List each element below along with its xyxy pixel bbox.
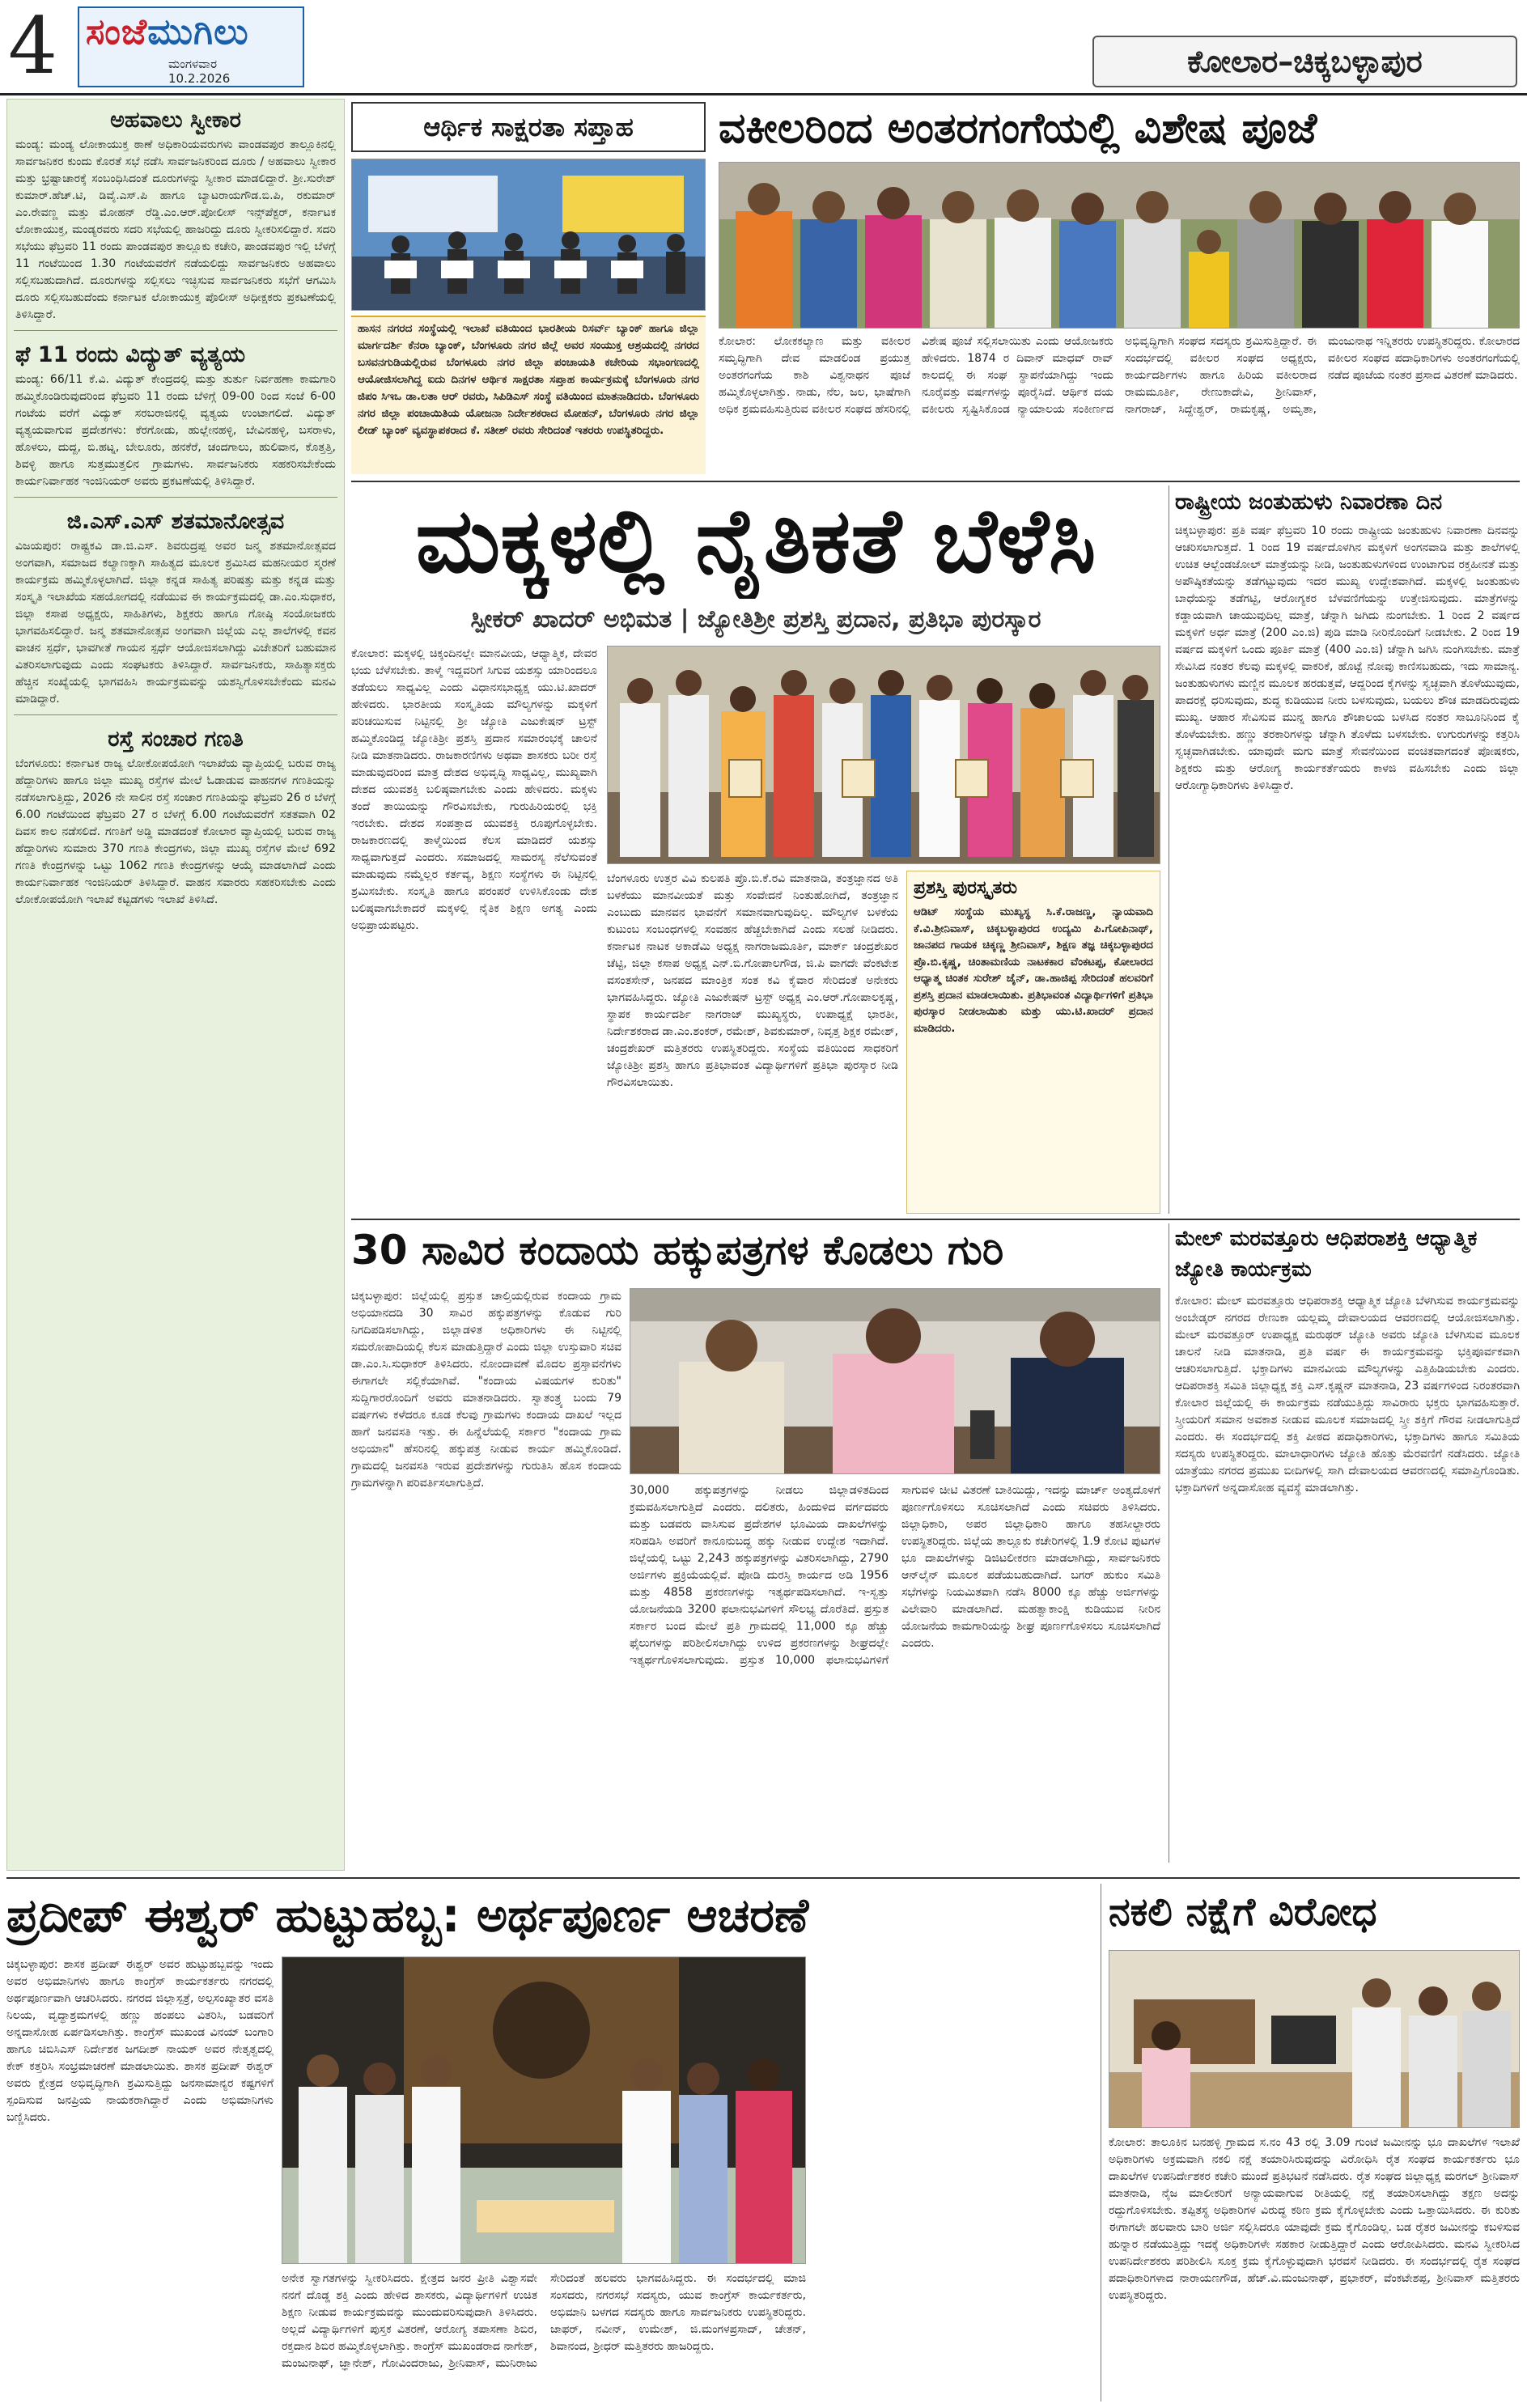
deworm-headline: ರಾಷ್ಟ್ರೀಯ ಜಂತುಹುಳು ನಿವಾರಣಾ ದಿನ <box>1175 490 1443 515</box>
divider <box>14 330 337 331</box>
brief-body: ಮಂಡ್ಯ: 66/11 ಕೆ.ವಿ. ವಿದ್ಯುತ್ ಕೇಂದ್ರದಲ್ಲಿ ಮತ್ತು ತುರ್ತು ನಿರ್ವಹಣಾ ಕಾಮಗಾರಿ ಹಮ್ಮಿಕೊಂಡಿರುವುದರಿಂದ ಫೆಬ್ರವರಿ 11 ರಂದು ಬೆಳಿಗ್ಗೆ 09-00 ರಿಂದ ಸಂಜೆ 6-00 ಗಂಟೆಯ ವರೆಗೆ ವಿದ್ಯುತ್ ಸರಬರಾಜಿನಲ್ಲಿ ವ್ಯತ್ಯಯ ಉಂಟಾಗಲಿದೆ. ವಿದ್ಯುತ್ ವ್ಯತ್ಯಯವಾಗುವ ಪ್ರದೇಶಗಳು: ಕೆರಗೋಡು, ಹುಲ್ಲೇನಹಳ್ಳಿ, ಬೇವಿನಹಳ್ಳಿ, ಬಸರಾಳು, ಹೊಳಲು, ದುದ್ದ, ಬಿ.ಹಟ್ನ, ಬೇಲೂರು, ಹನಕೆರೆ, ಚಂದಗಾಲು, ಹುಲಿವಾನ, ಕೊತ್ತತ್ತಿ, ಶಿವಳ್ಳಿ ಹಾಗೂ ಸುತ್ತಮುತ್ತಲಿನ ಗ್ರಾಮಗಳು. ಸಾರ್ವಜನಿಕರು ಸಹಕರಿಸಬೇಕೆಂದು ಕಾರ್ಯನಿರ್ವಾಹಕ ಇಂಜಿನಿಯರ್ ಅವರು ಪ್ರಕಟಣೆಯಲ್ಲಿ ತಿಳಿಸಿದ್ದಾರೆ. <box>15 373 336 488</box>
press-meet-image <box>630 1289 1160 1474</box>
issue-day: ಮಂಗಳವಾರ <box>168 57 218 71</box>
puja-photo <box>719 162 1520 329</box>
section-divider <box>6 1877 1520 1879</box>
brief-centenary <box>7 501 344 711</box>
brand-name: ಸಂಜೆಮುಗಿಲು <box>86 11 249 53</box>
brief-title: ಜಿ.ಎಸ್.ಎಸ್ ಶತಮಾನೋತ್ಸವ <box>66 509 285 534</box>
region-label: ಕೋಲಾರ–ಚಿಕ್ಕಬಳ್ಳಾಪುರ <box>1092 36 1517 87</box>
sidebar-briefs <box>6 99 345 1871</box>
ethics-photo <box>607 646 1160 864</box>
brief-title: ಅಹವಾಲು ಸ್ವೀಕಾರ <box>110 108 241 133</box>
birthday-photo <box>282 1956 806 2264</box>
section-divider <box>351 1219 1520 1220</box>
celebration-image <box>282 1957 806 2264</box>
puja-body: ಕೋಲಾರ: ಲೋಕಕಲ್ಯಾಣ ಮತ್ತು ವಕೀಲರ ಸಮೃದ್ಧಿಗಾಗಿ ದೇವ ಮಾಡಲಿಂಡ ಪ್ರಯುತ್ತ ಅಂತರಗಂಗೆಯ ಕಾಶಿ ವಿಶ್ವನಾಥನ ಪೂಜೆ ಹಮ್ಮಿಕೊಳ್ಳಲಾಗಿತ್ತು. ನಾಡು, ನೆಲ, ಜಲ, ಭಾಷೆಗಾಗಿ ಅಧಿಕ ಶ್ರಮವಹಿಸುತ್ತಿರುವ ವಕೀಲರ ಸಂಘದ ಹೆಸರಿನಲ್ಲಿ ವಿಶೇಷ ಪೂಜೆ ಸಲ್ಲಿಸಲಾಯಿತು ಎಂದು ಆಯೋಜಕರು ಹೇಳಿದರು. 1874 ರ ದಿವಾನ್ ಮಾಧವ್ ರಾವ್ ಕಾಲದಲ್ಲಿ ಈ ಸಂಘ ಸ್ಥಾಪನೆಯಾಗಿದ್ದು ಇಂದು ನೂರೈವತ್ತು ವರ್ಷಗಳನ್ನು ಪೂರೈಸಿದೆ. ಆರ್ಥಿಕ ದಯ ವಕೀಲರು ಸೃಷ್ಟಿಸಿಕೊಂಡ ನ್ಯಾಯಾಲಯ ಸಂಕೀರ್ಣದ ಅಭಿವೃದ್ಧಿಗಾಗಿ ಸಂಘದ ಸದಸ್ಯರು ಶ್ರಮಿಸುತ್ತಿದ್ದಾರೆ. ಈ ಸಂದರ್ಭದಲ್ಲಿ ವಕೀಲರ ಸಂಘದ ಅಧ್ಯಕ್ಷರು, ಕಾರ್ಯದರ್ಶಿಗಳು ಹಾಗೂ ಹಿರಿಯ ವಕೀಲರಾದ ರಾಮಮೂರ್ತಿ, ರೇಣುಕಾದೇವಿ, ಶ್ರೀನಿವಾಸ್, ನಾಗರಾಜ್, ಸಿದ್ದೇಶ್ವರ್, ರಾಮಕೃಷ್ಣ, ಅಮೃತಾ, ಮಂಜುನಾಥ ಇನ್ನಿತರರು ಉಪಸ್ಥಿತರಿದ್ದರು. ಕೋಲಾರದ ವಕೀಲರ ಸಂಘದ ಪದಾಧಿಕಾರಿಗಳು ಅಂತರಗಂಗೆಯಲ್ಲಿ ನಡೆದ ಪೂಜೆಯ ನಂತರ ಪ್ರಸಾದ ವಿತರಣೆ ಮಾಡಿದರು. <box>719 335 1520 416</box>
ethics-body-col2: ಬೆಂಗಳೂರು ಉತ್ತರ ವಿವಿ ಕುಲಪತಿ ಪ್ರೊ.ಬಿ.ಕೆ.ರವಿ ಮಾತನಾಡಿ, ತಂತ್ರಜ್ಞಾನದ ಅತಿ ಬಳಕೆಯು ಮಾನವೀಯತೆ ಮತ್ತು ಸಂವೇದನೆ ನಿಂತುಹೋಗಿದೆ, ತಂತ್ರಜ್ಞಾನ ಎಂಬುದು ಮಾನವನ ಭಾವನೆಗೆ ಸಮಾನವಾಗುವುದಿಲ್ಲ. ಮೌಲ್ಯಗಳ ಬಳಕೆಯ ಕುಟುಂಬ ಸಂಬಂಧಗಳಲ್ಲಿ ಸಂವಹನ ಹೆಚ್ಚಬೇಕಾಗಿದೆ ಎಂದು ಸಲಹೆ ನೀಡಿದರು. ಕರ್ನಾಟಕ ನಾಟಕ ಅಕಾಡೆಮಿ ಅಧ್ಯಕ್ಷ ನಾಗರಾಜಮೂರ್ತಿ, ಮಾರ್ಕ್ ಚಂದ್ರಶೇಖರ ಚೆಟ್ಟಿ, ಜಿಲ್ಲಾ ಕಸಾಪ ಅಧ್ಯಕ್ಷ ಎನ್.ಬಿ.ಗೋಪಾಲಗೌಡ, ಜಿ.ಪಿ ವಾಗದೇ ವೆಂಕಟೇಶ ವಸಂತಸೇನ್, ಜನಪದ ಮಾಂತ್ರಿಕ ಸಂತ ಕವಿ ಕೈವಾರ ಸೇರಿದಂತೆ ಅನೇಕರು ಭಾಗವಹಿಸಿದ್ದರು. ಜ್ಯೋತಿ ಎಜುಕೇಷನ್ ಟ್ರಸ್ಟ್ ಅಧ್ಯಕ್ಷ ಎಂ.ಆರ್.ಗೋಪಾಲಕೃಷ್ಣ, ಸ್ಥಾಪಕ ಕಾರ್ಯದರ್ಶಿ ನಾಗರಾಜ್ ಮುಖ್ಯಸ್ಥರು, ಉಪಾಧ್ಯಕ್ಷೆ ಭಾರತೀ, ನಿರ್ದೇಶಕರಾದ ಡಾ.ಎಂ.ಶಂಕರ್, ರಮೇಶ್, ಶಿವಕುಮಾರ್, ನಿವೃತ್ತ ಶಿಕ್ಷಕ ರಮೇಶ್, ಚಂದ್ರಶೇಖರ್ ಮತ್ತಿತರರು ಉಪಸ್ಥಿತರಿದ್ದರು. ಸಂಸ್ಥೆಯ ವತಿಯಿಂದ ಸಾಧಕರಿಗೆ ಜ್ಯೋತಿಶ್ರೀ ಪ್ರಶಸ್ತಿ ಹಾಗೂ ಪ್ರತಿಭಾವಂತ ವಿದ್ಯಾರ್ಥಿಗಳಿಗೆ ಪ್ರತಿಭಾ ಪುರಸ್ಕಾರ ನೀಡಿ ಗೌರವಿಸಲಾಯಿತು. <box>607 872 898 1089</box>
birthday-body-col2: ಅನೇಕ ಸ್ವಾಗತಗಳನ್ನು ಸ್ವೀಕರಿಸಿದರು. ಕ್ಷೇತ್ರದ ಜನರ ಪ್ರೀತಿ ವಿಶ್ವಾಸವೇ ನನಗೆ ದೊಡ್ಡ ಶಕ್ತಿ ಎಂದು ಹೇಳಿದ ಶಾಸಕರು, ವಿದ್ಯಾರ್ಥಿಗಳಿಗೆ ಉಚಿತ ಶಿಕ್ಷಣ ನೀಡುವ ಕಾರ್ಯಕ್ರಮವನ್ನು ಮುಂದುವರಿಸುವುದಾಗಿ ತಿಳಿಸಿದರು. ಅಲ್ಲದೆ ವಿದ್ಯಾರ್ಥಿಗಳಿಗೆ ಪುಸ್ತಕ ವಿತರಣೆ, ಆರೋಗ್ಯ ತಪಾಸಣಾ ಶಿಬಿರ, ರಕ್ತದಾನ ಶಿಬಿರ ಹಮ್ಮಿಕೊಳ್ಳಲಾಗಿತ್ತು. ಕಾಂಗ್ರೆಸ್ ಮುಖಂಡರಾದ ನಾಗೇಶ್, ಮಂಜುನಾಥ್, ಜ್ಞಾನೇಶ್, ಗೋವಿಂದರಾಜು, ಶ್ರೀನಿವಾಸ್, ಮುನಿರಾಜು ಸೇರಿದಂತೆ ಹಲವರು ಭಾಗವಹಿಸಿದ್ದರು. ಈ ಸಂದರ್ಭದಲ್ಲಿ ಮಾಜಿ ಸಂಸದರು, ನಗರಸಭೆ ಸದಸ್ಯರು, ಯುವ ಕಾಂಗ್ರೆಸ್ ಕಾರ್ಯಕರ್ತರು, ಅಭಿಮಾನಿ ಬಳಗದ ಸದಸ್ಯರು ಹಾಗೂ ಸಾರ್ವಜನಿಕರು ಉಪಸ್ಥಿತರಿದ್ದರು. ಜಾಫರ್, ನವೀನ್, ಉಮೇಶ್, ಜಿ.ಮಂಗಳಪ್ರಸಾದ್, ಚೇತನ್, ಶಿವಾನಂದ, ಶ್ರೀಧರ್ ಮತ್ತಿತರರು ಹಾಜರಿದ್ದರು. <box>282 2272 806 2370</box>
birthday-body-col1: ಚಿಕ್ಕಬಳ್ಳಾಪುರ: ಶಾಸಕ ಪ್ರದೀಪ್ ಈಶ್ವರ್ ಅವರ ಹುಟ್ಟುಹಬ್ಬವನ್ನು ಇಂದು ಅವರ ಅಭಿಮಾನಿಗಳು ಹಾಗೂ ಕಾಂಗ್ರೆಸ್ ಕಾರ್ಯಕರ್ತರು ನಗರದಲ್ಲಿ ಅರ್ಥಪೂರ್ಣವಾಗಿ ಆಚರಿಸಿದರು. ನಗರದ ಜಿಲ್ಲಾಸ್ಪತ್ರೆ, ಅಲ್ಪಸಂಖ್ಯಾತರ ವಸತಿ ನಿಲಯ, ವೃದ್ಧಾಶ್ರಮಗಳಲ್ಲಿ ಹಣ್ಣು ಹಂಪಲು ವಿತರಿಸಿ, ಬಡವರಿಗೆ ಅನ್ನದಾಸೋಹ ಏರ್ಪಡಿಸಲಾಗಿತ್ತು. ಕಾಂಗ್ರೆಸ್ ಮುಖಂಡ ವಿನಯ್ ಬಂಗಾರಿ ಹಾಗೂ ಚಿಬಿಸಿಎಸ್ ನಿರ್ದೇಶಕ ಜಗದೀಶ್ ನಾಯಕ್ ಅವರ ನೇತೃತ್ವದಲ್ಲಿ ಕೇಕ್ ಕತ್ತರಿಸಿ ಸಂಭ್ರಮಾಚರಣೆ ಮಾಡಲಾಯಿತು. ಶಾಸಕ ಪ್ರದೀಪ್ ಈಶ್ವರ್ ಅವರು ಕ್ಷೇತ್ರದ ಅಭಿವೃದ್ಧಿಗಾಗಿ ಶ್ರಮಿಸುತ್ತಿದ್ದು ಜನಸಾಮಾನ್ಯರ ಕಷ್ಟಗಳಿಗೆ ಸ್ಪಂದಿಸುವ ಜನಪ್ರಿಯ ನಾಯಕರಾಗಿದ್ದಾರೆ ಎಂದು ಅಭಿಮಾನಿಗಳು ಬಣ್ಣಿಸಿದರು. <box>6 1958 274 2124</box>
ethics-awardees <box>906 871 1160 1214</box>
finance-caption: ಹಾಸನ ನಗರದ ಸಂಸ್ಥೆಯಲ್ಲಿ ಇಲಾಖೆ ವತಿಯಿಂದ ಭಾರತೀಯ ರಿಸರ್ವ್ ಬ್ಯಾಂಕ್ ಹಾಗೂ ಜಿಲ್ಲಾ ಮಾರ್ಗದರ್ಶಿ ಕೆನರಾ ಬ್ಯಾಂಕ್, ಬೆಂಗಳೂರು ನಗರ ಜಿಲ್ಲೆ ಅವರ ಸಂಯುಕ್ತ ಆಶ್ರಯದಲ್ಲಿ ನಗರದ ಬಸವನಗುಡಿಯಲ್ಲಿರುವ ಬೆಂಗಳೂರು ನಗರ ಜಿಲ್ಲಾ ಪಂಚಾಯತಿ ಕಚೇರಿಯ ಸಭಾಂಗಣದಲ್ಲಿ ಆಯೋಜಿಸಲಾಗಿದ್ದ ಐದು ದಿನಗಳ ಆರ್ಥಿಕ ಸಾಕ್ಷರತಾ ಸಪ್ತಾಹ ಕಾರ್ಯಕ್ರಮಕ್ಕೆ ಬೆಂಗಳೂರು ನಗರ ಜಿಪಂ ಸಿಇಒ ಡಾ.ಲತಾ ಆರ್ ರವರು, ಸಿಪಿಡಿಎಸ್ ಸಂಸ್ಥೆ ವತಿಯಿಂದ ಮಾತನಾಡಿದರು. ಬೆಂಗಳೂರು ನಗರ ಜಿಲ್ಲಾ ಪಂಚಾಯಿತಿಯ ಯೋಜನಾ ನಿರ್ದೇಶಕರಾದ ಮೋಹನ್, ಬೆಂಗಳೂರು ನಗರ ಜಿಲ್ಲಾ ಲೀಡ್ ಬ್ಯಾಂಕ್ ವ್ಯವಸ್ಥಾಪಕರಾದ ಕೆ. ಸತೀಶ್ ರವರು ಸೇರಿದಂತೆ ಇತರರು ಉಪಸ್ಥಿತರಿದ್ದರು. <box>351 316 706 474</box>
protest-body: ಕೋಲಾರ: ತಾಲೂಕಿನ ಬನಹಳ್ಳಿ ಗ್ರಾಮದ ಸ.ನಂ 43 ರಲ್ಲಿ 3.09 ಗುಂಟೆ ಜಮೀನನ್ನು ಭೂ ದಾಖಲೆಗಳ ಇಲಾಖೆ ಅಧಿಕಾರಿಗಳು ಅಕ್ರಮವಾಗಿ ನಕಲಿ ನಕ್ಷೆ ತಯಾರಿಸಿರುವುದನ್ನು ವಿರೋಧಿಸಿ ರೈತ ಸಂಘದ ಕಾರ್ಯಕರ್ತರು ಭೂ ದಾಖಲೆಗಳ ಉಪನಿರ್ದೇಶಕರ ಕಚೇರಿ ಮುಂದೆ ಪ್ರತಿಭಟನೆ ನಡೆಸಿದರು. ರೈತ ಸಂಘದ ಜಿಲ್ಲಾಧ್ಯಕ್ಷ ಮರಗಲ್ ಶ್ರೀನಿವಾಸ್ ಮಾತನಾಡಿ, ನೈಜ ಮಾಲೀಕರಿಗೆ ಅನ್ಯಾಯವಾಗುವ ರೀತಿಯಲ್ಲಿ ನಕ್ಷೆ ತಯಾರಿಸಲಾಗಿದ್ದು ತಕ್ಷಣ ಅದನ್ನು ರದ್ದುಗೊಳಿಸಬೇಕು. ತಪ್ಪಿತಸ್ಥ ಅಧಿಕಾರಿಗಳ ವಿರುದ್ಧ ಕಠಿಣ ಕ್ರಮ ಕೈಗೊಳ್ಳಬೇಕು ಎಂದು ಒತ್ತಾಯಿಸಿದರು. ಈ ಕುರಿತು ಈಗಾಗಲೇ ಹಲವಾರು ಬಾರಿ ಅರ್ಜಿ ಸಲ್ಲಿಸಿದರೂ ಯಾವುದೇ ಕ್ರಮ ಕೈಗೊಂಡಿಲ್ಲ. ಬಡ ರೈತರ ಜಮೀನನ್ನು ಕಬಳಿಸುವ ಹುನ್ನಾರ ನಡೆಯುತ್ತಿದ್ದು ಇದಕ್ಕೆ ಅಧಿಕಾರಿಗಳೇ ಸಹಕಾರ ನೀಡುತ್ತಿದ್ದಾರೆ ಎಂದು ಆರೋಪಿಸಿದರು. ಮನವಿ ಸ್ವೀಕರಿಸಿದ ಉಪನಿರ್ದೇಶಕರು ಪರಿಶೀಲಿಸಿ ಸೂಕ್ತ ಕ್ರಮ ಕೈಗೊಳ್ಳುವುದಾಗಿ ಭರವಸೆ ನೀಡಿದರು. ಈ ಸಂದರ್ಭದಲ್ಲಿ ರೈತ ಸಂಘದ ಪದಾಧಿಕಾರಿಗಳಾದ ನಾರಾಯಣಗೌಡ, ಹೆಚ್.ವಿ.ಮಂಜುನಾಥ್, ಪ್ರಭಾಕರ್, ವೆಂಕಟೇಶಪ್ಪ, ಶ್ರೀನಿವಾಸ್ ಮತ್ತಿತರರು ಉಪಸ್ಥಿತರಿದ್ದರು. <box>1109 2136 1520 2302</box>
section-divider <box>351 481 1520 482</box>
brief-power-cut <box>7 334 344 494</box>
masthead <box>0 0 1527 95</box>
finance-title: ಆರ್ಥಿಕ ಸಾಕ್ಷರತಾ ಸಪ್ತಾಹ <box>351 102 706 152</box>
page-number: 4 <box>8 1 58 91</box>
group-photo-image <box>719 163 1520 329</box>
brief-body: ವಿಜಯಪುರ: ರಾಷ್ಟ್ರಕವಿ ಡಾ.ಜಿ.ಎಸ್. ಶಿವರುದ್ರಪ್ಪ ಅವರ ಜನ್ಮ ಶತಮಾನೋತ್ಸವದ ಅಂಗವಾಗಿ, ಸಮಾಜದ ಕಲ್ಯಾಣಕ್ಕಾಗಿ ಸಾಹಿತ್ಯದ ಮೂಲಕ ಶ್ರಮಿಸಿದ ಮಹನೀಯರ ಸ್ಮರಣೆ ಕಾರ್ಯಕ್ರಮ ಹಮ್ಮಿಕೊಳ್ಳಲಾಗಿದೆ. ಜಿಲ್ಲಾ ಕನ್ನಡ ಸಾಹಿತ್ಯ ಪರಿಷತ್ತು ಮತ್ತು ಕನ್ನಡ ಮತ್ತು ಸಂಸ್ಕೃತಿ ಇಲಾಖೆಯ ಸಹಯೋಗದಲ್ಲಿ ನಡೆಯುವ ಈ ಕಾರ್ಯಕ್ರಮದಲ್ಲಿ ಡಾ.ಎಂ.ಸುಧಾಕರ, ಜಿಲ್ಲಾ ಕಸಾಪ ಅಧ್ಯಕ್ಷರು, ಸಾಹಿತಿಗಳು, ಶಿಕ್ಷಕರು ಹಾಗೂ ಗೋಷ್ಠಿ ಸಂಯೋಜಕರು ಭಾಗವಹಿಸಲಿದ್ದಾರೆ. ಜನ್ಮ ಶತಮಾನೋತ್ಸವ ಅಂಗವಾಗಿ ಜಿಲ್ಲೆಯ ಎಲ್ಲ ಶಾಲೆಗಳಲ್ಲಿ ಕವನ ವಾಚನ ಸ್ಪರ್ಧೆ, ಭಾವಗೀತೆ ಗಾಯನ ಸ್ಪರ್ಧೆ ಆಯೋಜಿಸಲಾಗಿದ್ದು ವಿಜೇತರಿಗೆ ಬಹುಮಾನ ವಿತರಿಸಲಾಗುವುದು ಎಂದು ಸಂಘಟಕರು ತಿಳಿಸಿದ್ದಾರೆ. ಸಾರ್ವಜನಿಕರು, ಸಾಹಿತ್ಯಾಸಕ್ತರು ಹೆಚ್ಚಿನ ಸಂಖ್ಯೆಯಲ್ಲಿ ಭಾಗವಹಿಸಿ ಕಾರ್ಯಕ್ರಮವನ್ನು ಯಶಸ್ವಿಗೊಳಿಸಬೇಕೆಂದು ಮನವಿ ಮಾಡಿದ್ದಾರೆ. <box>15 540 336 706</box>
spiritual-headline: ಮೇಲ್ ಮರವತ್ತೂರು ಆಧಿಪರಾಶಕ್ತಿ ಆಧ್ಯಾತ್ಮಿಕ ಜ್ಯೋತಿ ಕಾರ್ಯಕ್ರಮ <box>1175 1227 1478 1282</box>
land-body-col2: 30,000 ಹಕ್ಕುಪತ್ರಗಳನ್ನು ನೀಡಲು ಜಿಲ್ಲಾಡಳಿತದಿಂದ ಕ್ರಮವಹಿಸಲಾಗುತ್ತಿದೆ ಎಂದರು. ದಲಿತರು, ಹಿಂದುಳಿದ ವರ್ಗದವರು ಮತ್ತು ಬಡವರು ವಾಸಿಸುವ ಪ್ರದೇಶಗಳ ಭೂಮಿಯ ದಾಖಲೆಗಳನ್ನು ಸರಿಪಡಿಸಿ ಅವರಿಗೆ ಕಾನೂನುಬದ್ಧ ಹಕ್ಕು ನೀಡುವ ಉದ್ದೇಶ ಇದಾಗಿದೆ. ಜಿಲ್ಲೆಯಲ್ಲಿ ಒಟ್ಟು 2,243 ಹಕ್ಕುಪತ್ರಗಳನ್ನು ವಿತರಿಸಲಾಗಿದ್ದು, 2790 ಅರ್ಜಿಗಳು ಪ್ರಕ್ರಿಯೆಯಲ್ಲಿವೆ. ಪೋಡಿ ದುರಸ್ತಿ ಕಾರ್ಯದ ಅಡಿ 1956 ಮತ್ತು 4858 ಪ್ರಕರಣಗಳನ್ನು ಇತ್ಯರ್ಥಪಡಿಸಲಾಗಿದೆ. ಇ-ಸ್ವತ್ತು ಯೋಜನೆಯಡಿ 3200 ಫಲಾನುಭವಿಗಳಿಗೆ ಸೌಲಭ್ಯ ದೊರೆತಿದೆ. ಪ್ರಸ್ತುತ ಸರ್ಕಾರ ಬಂದ ಮೇಲೆ ಪ್ರತಿ ಗ್ರಾಮದಲ್ಲಿ 11,000 ಕ್ಕೂ ಹೆಚ್ಚು ಫೈಲುಗಳನ್ನು ಪರಿಶೀಲಿಸಲಾಗಿದ್ದು ಉಳಿದ ಪ್ರಕರಣಗಳನ್ನು ಶೀಘ್ರದಲ್ಲೇ ಇತ್ಯರ್ಥಗೊಳಿಸಲಾಗುವುದು. ಪ್ರಸ್ತುತ 10,000 ಫಲಾನುಭವಿಗಳಿಗೆ ಸಾಗುವಳಿ ಚೀಟಿ ವಿತರಣೆ ಬಾಕಿಯಿದ್ದು, ಇದನ್ನು ಮಾರ್ಚ್ ಅಂತ್ಯದೊಳಗೆ ಪೂರ್ಣಗೊಳಿಸಲು ಸೂಚಿಸಲಾಗಿದೆ ಎಂದು ಸಚಿವರು ತಿಳಿಸಿದರು. ಜಿಲ್ಲಾಧಿಕಾರಿ, ಅಪರ ಜಿಲ್ಲಾಧಿಕಾರಿ ಹಾಗೂ ತಹಸೀಲ್ದಾರರು ಉಪಸ್ಥಿತರಿದ್ದರು. ಜಿಲ್ಲೆಯ ತಾಲ್ಲೂಕು ಕಚೇರಿಗಳಲ್ಲಿ 1.9 ಕೋಟಿ ಪುಟಗಳ ಭೂ ದಾಖಲೆಗಳನ್ನು ಡಿಜಿಟಲೀಕರಣ ಮಾಡಲಾಗಿದ್ದು, ಸಾರ್ವಜನಿಕರು ಆನ್‌ಲೈನ್ ಮೂಲಕ ಪಡೆಯಬಹುದಾಗಿದೆ. ಬಗರ್ ಹುಕುಂ ಸಮಿತಿ ಸಭೆಗಳನ್ನು ನಿಯಮಿತವಾಗಿ ನಡೆಸಿ 8000 ಕ್ಕೂ ಹೆಚ್ಚು ಅರ್ಜಿಗಳನ್ನು ವಿಲೇವಾರಿ ಮಾಡಲಾಗಿದೆ. ಮಹತ್ವಾಕಾಂಕ್ಷಿ ಕುಡಿಯುವ ನೀರಿನ ಯೋಜನೆಯ ಕಾಮಗಾರಿಯನ್ನು ಶೀಘ್ರ ಪೂರ್ಣಗೊಳಿಸಲು ಸೂಚಿಸಲಾಗಿದೆ ಎಂದರು. <box>630 1484 1160 1667</box>
birthday-headline: ಪ್ರದೀಪ್ ಈಶ್ವರ್ ಹುಟ್ಟುಹಬ್ಬ: ಅರ್ಥಪೂರ್ಣ ಆಚರಣೆ <box>6 1888 809 1943</box>
ethics-headline: ಮಕ್ಕಳಲ್ಲಿ ನೈತಿಕತೆ ಬೆಳೆಸಿ <box>415 489 1096 592</box>
divider <box>14 714 337 715</box>
event-stage-image <box>352 159 706 311</box>
land-body-col1: ಚಿಕ್ಕಬಳ್ಳಾಪುರ: ಜಿಲ್ಲೆಯಲ್ಲಿ ಪ್ರಸ್ತುತ ಚಾಲ್ತಿಯಲ್ಲಿರುವ ಕಂದಾಯ ಗ್ರಾಮ ಅಭಿಯಾನದಡಿ 30 ಸಾವಿರ ಹಕ್ಕುಪತ್ರಗಳನ್ನು ಕೊಡುವ ಗುರಿ ನಿಗದಿಪಡಿಸಲಾಗಿದ್ದು, ಜಿಲ್ಲಾಡಳಿತ ಅಧಿಕಾರಿಗಳು ಈ ನಿಟ್ಟಿನಲ್ಲಿ ಸಮರೋಪಾದಿಯಲ್ಲಿ ಕೆಲಸ ಮಾಡುತ್ತಿದ್ದಾರೆ ಎಂದು ಜಿಲ್ಲಾ ಉಸ್ತುವಾರಿ ಸಚಿವ ಡಾ.ಎಂ.ಸಿ.ಸುಧಾಕರ್ ತಿಳಿಸಿದರು. ನೋಂದಾವಣೆ ಮೊದಲ ಪ್ರಸ್ತಾವನೆಗಳು ಈಗಾಗಲೇ ಸಲ್ಲಿಕೆಯಾಗಿವೆ. "ಕಂದಾಯ ವಿಷಯಗಳ ಕುರಿತು" ಸುದ್ದಿಗಾರರೊಂದಿಗೆ ಅವರು ಮಾತನಾಡಿದರು. ಸ್ವಾತಂತ್ರ್ಯ ಬಂದು 79 ವರ್ಷಗಳು ಕಳೆದರೂ ಕೂಡ ಕೆಲವು ಗ್ರಾಮಗಳು ಕಂದಾಯ ದಾಖಲೆ ಇಲ್ಲದ ಹಾಗೆ ಜನವಸತಿ ಇತ್ತು. ಈ ಹಿನ್ನೆಲೆಯಲ್ಲಿ ಸರ್ಕಾರ "ಕಂದಾಯ ಗ್ರಾಮ ಅಭಿಯಾನ" ಹೆಸರಿನಲ್ಲಿ ಹಕ್ಕುಪತ್ರ ನೀಡುವ ಕಾರ್ಯ ಹಮ್ಮಿಕೊಂಡಿದೆ. ಗ್ರಾಮದಲ್ಲಿ ಜನವಸತಿ ಇರುವ ಪ್ರದೇಶಗಳನ್ನು ಗುರುತಿಸಿ ಹೊಸ ಕಂದಾಯ ಗ್ರಾಮಗಳನ್ನಾಗಿ ಪರಿವರ್ತಿಸಲಾಗುತ್ತಿದೆ. <box>351 1290 621 1490</box>
finance-photo <box>351 159 706 311</box>
protest-photo <box>1109 1950 1520 2128</box>
divider <box>14 497 337 498</box>
spiritual-body: ಕೋಲಾರ: ಮೇಲ್ ಮರವತ್ತೂರು ಆಧಿಪರಾಶಕ್ತಿ ಆಧ್ಯಾತ್ಮಿಕ ಜ್ಯೋತಿ ಬೆಳಗಿಸುವ ಕಾರ್ಯಕ್ರಮವನ್ನು ಅಂಬೇಡ್ಕರ್ ನಗರದ ರೇಣುಕಾ ಯಲ್ಲಮ್ಮ ದೇವಾಲಯದ ಆವರಣದಲ್ಲಿ ಆಯೋಜಿಸಲಾಗಿತ್ತು. ಮೇಲ್ ಮರವತ್ತೂರ್ ಉಪಾಧ್ಯಕ್ಷ ಮರುಥರ್ ಜ್ಯೋತಿ ಅವರು ಜ್ಯೋತಿ ಬೆಳಗಿಸುವ ಮೂಲಕ ಚಾಲನೆ ನೀಡಿ ಮಾತನಾಡಿ, ಪ್ರತಿ ವರ್ಷ ಈ ಕಾರ್ಯಕ್ರಮವನ್ನು ಭಕ್ತಿಪೂರ್ವಕವಾಗಿ ಆಚರಿಸಲಾಗುತ್ತಿದೆ. ಭಕ್ತಾದಿಗಳು ಮಾನವೀಯ ಮೌಲ್ಯಗಳನ್ನು ಎತ್ತಿಹಿಡಿಯಬೇಕು ಎಂದರು. ಆದಿಪರಾಶಕ್ತಿ ಸಮಿತಿ ಜಿಲ್ಲಾಧ್ಯಕ್ಷ ಶಕ್ತಿ ಎಸ್.ಕೃಷ್ಣನ್ ಮಾತನಾಡಿ, 23 ವರ್ಷಗಳಿಂದ ನಿರಂತರವಾಗಿ ಕೋಲಾರ ಜಿಲ್ಲೆಯಲ್ಲಿ ಈ ಕಾರ್ಯಕ್ರಮ ನಡೆಯುತ್ತಿದ್ದು ಸಾವಿರಾರು ಭಕ್ತರು ಭಾಗವಹಿಸುತ್ತಾರೆ. ಸ್ತ್ರೀಯರಿಗೆ ಸಮಾನ ಅವಕಾಶ ನೀಡುವ ಮೂಲಕ ಸಮಾಜದಲ್ಲಿ ಸ್ತ್ರೀ ಶಕ್ತಿಗೆ ಗೌರವ ನೀಡಲಾಗುತ್ತಿದೆ ಎಂದರು. ಈ ಸಂದರ್ಭದಲ್ಲಿ ಶಕ್ತಿ ಪೀಠದ ಪದಾಧಿಕಾರಿಗಳು, ಭಕ್ತಾದಿಗಳು ಹಾಗೂ ಸಮಿತಿಯ ಸದಸ್ಯರು ಉಪಸ್ಥಿತರಿದ್ದರು. ಮಾಲಾಧಾರಿಗಳು ಜ್ಯೋತಿ ಹೊತ್ತು ಮೆರವಣಿಗೆ ನಡೆಸಿದರು. ಜ್ಯೋತಿ ಯಾತ್ರೆಯು ನಗರದ ಪ್ರಮುಖ ಬೀದಿಗಳಲ್ಲಿ ಸಾಗಿ ದೇವಾಲಯದ ಆವರಣದಲ್ಲಿ ಸಮಾಪ್ತಿಗೊಂಡಿತು. ಭಕ್ತಾದಿಗಳಿಗೆ ಅನ್ನದಾಸೋಹ ವ್ಯವಸ್ಥೆ ಮಾಡಲಾಗಿತ್ತು. <box>1175 1295 1520 1494</box>
issue-date: 10.2.2026 <box>168 71 231 86</box>
ethics-subheadline: ಸ್ಪೀಕರ್ ಖಾದರ್ ಅಭಿಮತ | ಜ್ಯೋತಿಶ್ರೀ ಪ್ರಶಸ್ತಿ ಪ್ರದಾನ, ಪ್ರತಿಭಾ ಪುರಸ್ಕಾರ <box>470 605 1041 634</box>
brief-body: ಬೆಂಗಳೂರು: ಕರ್ನಾಟಕ ರಾಜ್ಯ ಲೋಕೋಪಯೋಗಿ ಇಲಾಖೆಯ ವ್ಯಾಪ್ತಿಯಲ್ಲಿ ಬರುವ ರಾಜ್ಯ ಹೆದ್ದಾರಿಗಳು ಹಾಗೂ ಜಿಲ್ಲಾ ಮುಖ್ಯ ರಸ್ತೆಗಳ ಮೇಲೆ ಓಡಾಡುವ ವಾಹನಗಳ ಗಣತಿಯನ್ನು ನಡೆಸಲಾಗುತ್ತಿದ್ದು, 2026 ನೇ ಸಾಲಿನ ರಸ್ತೆ ಸಂಚಾರ ಗಣತಿಯನ್ನು ಫೆಬ್ರವರಿ 26 ರ ಬೆಳಗ್ಗೆ 6.00 ಗಂಟೆಯಿಂದ ಫೆಬ್ರವರಿ 27 ರ ಬೆಳಗ್ಗೆ 6.00 ಗಂಟೆಯವರೆಗೆ ಸತತವಾಗಿ 02 ದಿವಸ ಕಾಲ ನಡೆಸಲಿದೆ. ಗಣತಿಗೆ ಅಡ್ಡಿ ಮಾಡದಂತೆ ಕೋಲಾರ ವ್ಯಾಪ್ತಿಯಲ್ಲಿ ಬರುವ ರಾಜ್ಯ ಹೆದ್ದಾರಿಗಳು ಸುಮಾರು 370 ಗಣತಿ ಕೇಂದ್ರಗಳು, ಜಿಲ್ಲಾ ಮುಖ್ಯ ರಸ್ತೆಗಳ ಮೇಲೆ 692 ಗಣತಿ ಕೇಂದ್ರಗಳನ್ನು ಒಟ್ಟು 1062 ಗಣತಿ ಕೇಂದ್ರಗಳನ್ನು ಆಯ್ಕೆ ಮಾಡಲಾಗಿದೆ ಎಂದು ಕಾರ್ಯನಿರ್ವಾಹಕ ಇಂಜಿನಿಯರ್ ತಿಳಿಸಿದ್ದಾರೆ. ವಾಹನ ಸವಾರರು ಸಹಕರಿಸಬೇಕು ಎಂದು ಲೋಕೋಪಯೋಗಿ ಇಲಾಖೆ ಕಟ್ಟಡಗಳು ಇಲಾಖೆ ತಿಳಿಸಿದೆ. <box>15 757 336 906</box>
awardees-body: ಆಡಿಟ್ ಸಂಸ್ಥೆಯ ಮುಖ್ಯಸ್ಥ ಸಿ.ಕೆ.ರಾಜಣ್ಣ, ನ್ಯಾಯವಾದಿ ಕೆ.ವಿ.ಶ್ರೀನಿವಾಸ್, ಚಿಕ್ಕಬಳ್ಳಾಪುರದ ಉದ್ಯಮಿ ಪಿ.ಗೋಪಿನಾಥ್, ಜಾನಪದ ಗಾಯಕ ಚಿಕ್ಕಣ್ಣ ಶ್ರೀನಿವಾಸ್, ಶಿಕ್ಷಣ ತಜ್ಞ ಚಿಕ್ಕಬಳ್ಳಾಪುರದ ಪ್ರೊ.ಬಿ.ಕೃಷ್ಣ, ಚಿಂತಾಮಣಿಯ ನಾಟಕಕಾರ ವೆಂಕಟಪ್ಪ, ಕೋಲಾರದ ಆಧ್ಯಾತ್ಮ ಚಿಂತಕ ಸುರೇಶ್ ಜೈನ್, ಡಾ.ಹಾಜಿಪ್ಪ ಸೇರಿದಂತೆ ಹಲವರಿಗೆ ಪ್ರಶಸ್ತಿ ಪ್ರದಾನ ಮಾಡಲಾಯಿತು. ಪ್ರತಿಭಾವಂತ ವಿದ್ಯಾರ್ಥಿಗಳಿಗೆ ಪ್ರತಿಭಾ ಪುರಸ್ಕಾರ ನೀಡಲಾಯಿತು ಮತ್ತು ಯು.ಟಿ.ಖಾದರ್ ಪ್ರದಾನ ಮಾಡಿದರು. <box>914 905 1153 1035</box>
office-image <box>1109 1951 1520 2128</box>
protest-headline: ನಕಲಿ ನಕ್ಷೆಗೆ ವಿರೋಧ <box>1109 1889 1377 1935</box>
award-ceremony-image <box>608 647 1160 864</box>
land-headline: 30 ಸಾವಿರ ಕಂದಾಯ ಹಕ್ಕುಪತ್ರಗಳ ಕೊಡಲು ಗುರಿ <box>351 1227 1004 1274</box>
brand-logo <box>78 6 304 87</box>
deworm-body: ಚಿಕ್ಕಬಳ್ಳಾಪುರ: ಪ್ರತಿ ವರ್ಷ ಫೆಬ್ರವರಿ 10 ರಂದು ರಾಷ್ಟ್ರೀಯ ಜಂತುಹುಳು ನಿವಾರಣಾ ದಿನವನ್ನು ಆಚರಿಸಲಾಗುತ್ತದೆ. 1 ರಿಂದ 19 ವರ್ಷದೊಳಗಿನ ಮಕ್ಕಳಿಗೆ ಅಂಗನವಾಡಿ ಮತ್ತು ಶಾಲೆಗಳಲ್ಲಿ ಉಚಿತ ಆಲ್ಬೆಂಡಜೋಲ್ ಮಾತ್ರೆಯನ್ನು ನೀಡಿ, ಜಂತುಹುಳುಗಳಿಂದ ಉಂಟಾಗುವ ರಕ್ತಹೀನತೆ ಮತ್ತು ಅಪೌಷ್ಠಿಕತೆಯನ್ನು ತಡೆಗಟ್ಟುವುದು ಇದರ ಮುಖ್ಯ ಉದ್ದೇಶವಾಗಿದೆ. ಮಕ್ಕಳಲ್ಲಿ ಜಂತುಹುಳು ಬಾಧೆಯನ್ನು ತಡೆಗಟ್ಟಿ, ಆರೋಗ್ಯಕರ ಬೆಳವಣಿಗೆಯನ್ನು ಉತ್ತೇಜಿಸುವುದು. ಮಾತ್ರೆಗಳನ್ನು ಕಡ್ಡಾಯವಾಗಿ ಚಾಯುವುದಿಲ್ಲ ಮಾತ್ರೆ, ಚೆನ್ನಾಗಿ ಜಗಿದು ನುಂಗಬೇಕು. 1 ರಿಂದ 2 ವರ್ಷದ ಮಕ್ಕಳಿಗೆ ಅರ್ಧ ಮಾತ್ರೆ (200 ಎಂ.ಜಿ) ಪುಡಿ ಮಾಡಿ ನೀರಿನೊಂದಿಗೆ ನೀಡಬೇಕು. 2 ರಿಂದ 19 ವರ್ಷದ ಮಕ್ಕಳಿಗೆ ಒಂದು ಪೂರ್ತಿ ಮಾತ್ರೆ (400 ಎಂ.ಜಿ) ಚೆನ್ನಾಗಿ ಜಗಿಸಿ ನುಂಗಿಸಬೇಕು. ಮಾತ್ರೆ ಸೇವಿಸಿದ ನಂತರ ಕೆಲವು ಮಕ್ಕಳಲ್ಲಿ ವಾಕರಿಕೆ, ಹೊಟ್ಟೆ ನೋವು ಕಾಣಿಸಬಹುದು, ಇದು ಸಾಮಾನ್ಯ. ಜಂತುಹುಳುಗಳು ಮಣ್ಣಿನ ಮೂಲಕ ಹರಡುತ್ತವೆ, ಆದ್ದರಿಂದ ಕೈಗಳನ್ನು ಸ್ವಚ್ಛವಾಗಿ ತೊಳೆಯುವುದು, ಪಾದರಕ್ಷೆ ಧರಿಸುವುದು, ಶುದ್ಧ ಕುಡಿಯುವ ನೀರು ಬಳಸುವುದು, ಬಯಲು ಶೌಚ ಮಾಡದಿರುವುದು ಮುಖ್ಯ. ಆಹಾರ ಸೇವಿಸುವ ಮುನ್ನ ಹಾಗೂ ಶೌಚಾಲಯ ಬಳಸಿದ ನಂತರ ಸಾಬೂನಿನಿಂದ ಕೈ ತೊಳೆಯಬೇಕು. ಹಣ್ಣು ತರಕಾರಿಗಳನ್ನು ಚೆನ್ನಾಗಿ ತೊಳೆದು ಬಳಸಬೇಕು. ಉಗುರುಗಳನ್ನು ಕತ್ತರಿಸಿ ಸ್ವಚ್ಛವಾಗಿಡಬೇಕು. ಯಾವುದೇ ಮಗು ಮಾತ್ರೆ ಸೇವನೆಯಿಂದ ವಂಚಿತವಾಗದಂತೆ ಪೋಷಕರು, ಶಿಕ್ಷಕರು ಮತ್ತು ಆರೋಗ್ಯ ಕಾರ್ಯಕರ್ತೆಯರು ಕಾಳಜಿ ವಹಿಸಬೇಕು ಎಂದು ಜಿಲ್ಲಾ ಆರೋಗ್ಯಾಧಿಕಾರಿಗಳು ತಿಳಿಸಿದ್ದಾರೆ. <box>1175 524 1520 792</box>
awardees-title: ಪ್ರಶಸ್ತಿ ಪುರಸ್ಕೃತರು <box>914 878 1017 898</box>
brief-body: ಮಂಡ್ಯ: ಮಂಡ್ಯ ಲೋಕಾಯುಕ್ತ ಠಾಣೆ ಅಧಿಕಾರಿಯವರುಗಳು ವಾಂಡವಪುರ ತಾಲ್ಲೂಕಿನಲ್ಲಿ ಸಾರ್ವಜನಿಕರ ಕುಂದು ಕೊರತೆ ಸಭೆ ನಡೆಸಿ ಸಾರ್ವಜನಿಕರಿಂದ ದೂರು / ಅಹವಾಲು ಸ್ವೀಕಾರ ಮತ್ತು ಭ್ರಷ್ಟಾಚಾರಕ್ಕೆ ಸಂಬಂಧಿಸಿದಂತೆ ದೂರುಗಳನ್ನು ಸ್ವೀಕಾರ ಮಾಡಲಿದ್ದಾರೆ. ಶ್ರೀ.ಸುರೇಶ್ ಕುಮಾರ್.ಹೆಚ್.ಟಿ, ಡಿವೈ.ಎಸ್.ಪಿ ಹಾಗೂ ಬ್ಯಾಟರಾಯಗೌಡ.ಬಿ.ಪಿ, ರಕುಮಾರ್ ಎಂ.ರೇವಣ್ಣ ಮತ್ತು ಮೋಹನ್ ರೆಡ್ಡಿ.ಎಂ.ಆರ್.ಪೋಲೀಸ್ ಇನ್ಸ್‌ಪೆಕ್ಟರ್, ಕರ್ನಾಟಕ ಲೋಕಾಯುಕ್ತ, ಮಂಡ್ಯರವರು ಸದರಿ ಸಭೆಯಲ್ಲಿ ಹಾಜರಿದ್ದು ದೂರು ಸ್ವೀಕರಿಸಲಿದ್ದಾರೆ. ಸದರಿ ಸಭೆಯು ಫೆಬ್ರವರಿ 11 ರಂದು ಪಾಂಡವಪುರ ತಾಲ್ಲೂಕು ಕಚೇರಿ, ಪಾಂಡವಪುರ ಇಲ್ಲಿ ಬೆಳಗ್ಗೆ 11 ಗಂಟೆಯಿಂದ 1.30 ಗಂಟೆಯವರೆಗೆ ನಡೆಯಲಿದ್ದು ಸಾರ್ವಜನಿಕರು ಅಹವಾಲು ಸಲ್ಲಿಸಬಹುದಾಗಿದೆ. ದೂರುಗಳನ್ನು ಸಲ್ಲಿಸಲು ಇಚ್ಛಿಸುವ ಸಾರ್ವಜನಿಕರು ಸಭೆಗೆ ಆಗಮಿಸಿ ದೂರು ಸಲ್ಲಿಸಬಹುದೆಂದು ಕರ್ನಾಟಕ ಲೋಕಾಯುಕ್ತ ಪೊಲೀಸ್ ಅಧೀಕ್ಷಕರು ಪ್ರಕಟಣೆಯಲ್ಲಿ ತಿಳಿಸಿದ್ದಾರೆ. <box>15 138 336 321</box>
brief-complaint <box>7 100 344 327</box>
puja-headline: ವಕೀಲರಿಂದ ಅಂತರಗಂಗೆಯಲ್ಲಿ ವಿಶೇಷ ಪೂಜೆ <box>719 104 1317 153</box>
brief-title: ಫೆ 11 ರಂದು ವಿದ್ಯುತ್ ವ್ಯತ್ಯಯ <box>15 342 246 367</box>
brief-traffic-census <box>7 719 344 912</box>
issue-meta <box>168 57 230 86</box>
land-photo <box>630 1288 1160 1474</box>
brief-title: ರಸ್ತೆ ಸಂಚಾರ ಗಣತಿ <box>108 727 244 752</box>
ethics-body-col1: ಕೋಲಾರ: ಮಕ್ಕಳಲ್ಲಿ ಚಿಕ್ಕಂದಿನಲ್ಲೇ ಮಾನವೀಯ, ಆಧ್ಯಾತ್ಮಿಕ, ದೇವರ ಭಯ ಬೆಳೆಸಬೇಕು. ತಾಳ್ಮೆ ಇದ್ದವರಿಗೆ ಸಿಗುವ ಯಶಸ್ಸು ಯಾರಿಂದಲೂ ತಡೆಯಲು ಸಾಧ್ಯವಿಲ್ಲ ಎಂದು ವಿಧಾನಸಭಾಧ್ಯಕ್ಷ ಯು.ಟಿ.ಖಾದರ್ ಹೇಳಿದರು. ಭಾರತೀಯ ಸಂಸ್ಕೃತಿಯ ಮೌಲ್ಯಗಳನ್ನು ಮಕ್ಕಳಿಗೆ ಪರಿಚಯಿಸುವ ನಿಟ್ಟಿನಲ್ಲಿ ಶ್ರೀ ಜ್ಯೋತಿ ಎಜುಕೇಷನ್ ಟ್ರಸ್ಟ್ ಹಮ್ಮಿಕೊಂಡಿದ್ದ ಜ್ಯೋತಿಶ್ರೀ ಪ್ರಶಸ್ತಿ ಪ್ರದಾನ ಸಮಾರಂಭಕ್ಕೆ ಚಾಲನೆ ನೀಡಿ ಮಾತನಾಡಿದರು. ರಾಜಕಾರಣಿಗಳು ಅಥವಾ ಶಾಸಕರು ಬರೀ ರಸ್ತೆ ಮಾಡುವುದರಿಂದ ಮಾತ್ರ ದೇಶದ ಅಭಿವೃದ್ಧಿ ಸಾಧ್ಯವಿಲ್ಲ, ಮುಖ್ಯವಾಗಿ ದೇಶದ ಯುವಶಕ್ತಿ ಬಲಿಷ್ಠವಾಗಬೇಕು ಎಂದು ಹೇಳಿದರು. ಮಕ್ಕಳು ತಂದೆ ತಾಯಿಯನ್ನು ಗೌರವಿಸಬೇಕು, ಗುರುಹಿರಿಯರಲ್ಲಿ ಭಕ್ತಿ ಇರಬೇಕು. ದೇಶದ ಸಂಪತ್ತಾದ ಯುವಶಕ್ತಿ ರೂಪುಗೊಳ್ಳಬೇಕು. ರಾಜಕಾರಣದಲ್ಲಿ ತಾಳ್ಮೆಯಿಂದ ಕೆಲಸ ಮಾಡಿದರೆ ಯಶಸ್ಸು ಸಾಧ್ಯವಾಗುತ್ತದೆ ಎಂದರು. ಸಮಾಜದಲ್ಲಿ ಸಾಮರಸ್ಯ ನೆಲೆಸುವಂತೆ ಮಾಡುವುದು ನಮ್ಮೆಲ್ಲರ ಕರ್ತವ್ಯ, ಶಿಕ್ಷಣ ಸಂಸ್ಥೆಗಳು ಈ ನಿಟ್ಟಿನಲ್ಲಿ ಶ್ರಮಿಸಬೇಕು. ಸಂಸ್ಕೃತಿ ಹಾಗೂ ಪರಂಪರೆ ಉಳಿಸಿಕೊಂಡು ದೇಶ ಬಲಿಷ್ಠವಾಗಬೇಕಾದರೆ ಮಕ್ಕಳಲ್ಲಿ ನೈತಿಕ ಶಿಕ್ಷಣ ಅಗತ್ಯ ಎಂದು ಅಭಿಪ್ರಾಯಪಟ್ಟರು. <box>351 647 597 932</box>
